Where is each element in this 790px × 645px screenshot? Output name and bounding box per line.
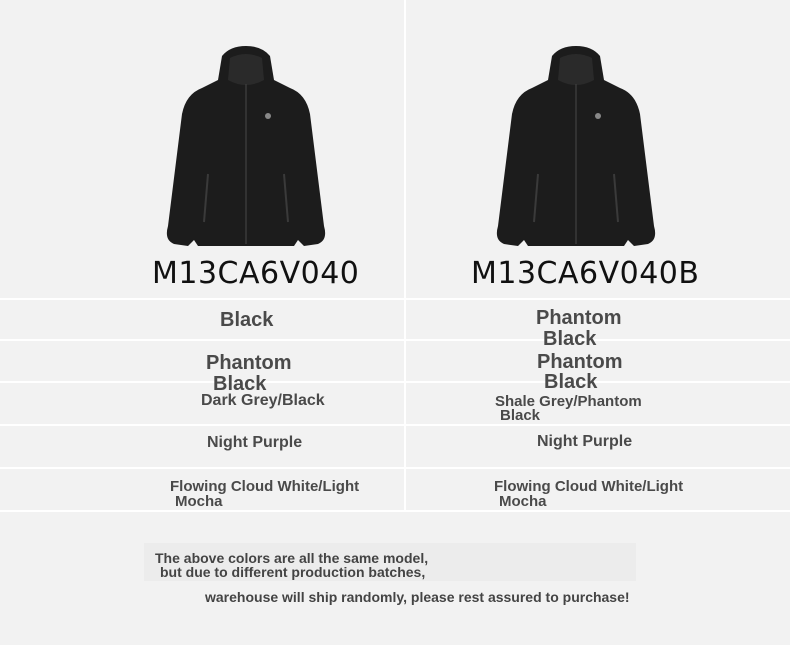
row-divider bbox=[0, 298, 790, 300]
notice-line-3: warehouse will ship randomly, please rest assured to purchase! bbox=[205, 589, 630, 605]
notice-line-1: The above colors are all the same model, bbox=[155, 550, 429, 566]
color-name: Black bbox=[543, 328, 597, 350]
row-divider bbox=[0, 467, 790, 469]
color-name: Night Purple bbox=[207, 434, 303, 451]
notice-line-2: but due to different production batches, bbox=[160, 564, 426, 580]
row-divider bbox=[0, 381, 790, 383]
color-name: Flowing Cloud White/Light bbox=[170, 478, 360, 495]
jacket-image-left bbox=[160, 44, 332, 250]
color-name: Flowing Cloud White/Light bbox=[494, 478, 684, 495]
color-name: Phantom bbox=[537, 351, 623, 373]
row-divider bbox=[0, 339, 790, 341]
color-name: Night Purple bbox=[537, 433, 633, 450]
model-number-left: M13CA6V040 bbox=[152, 256, 360, 291]
row-divider bbox=[0, 424, 790, 426]
color-name: Dark Grey/Black bbox=[201, 392, 325, 409]
color-name: Black bbox=[544, 371, 598, 393]
row-divider bbox=[0, 510, 790, 512]
color-name: Shale Grey/Phantom bbox=[495, 393, 642, 410]
color-name: Phantom bbox=[536, 307, 622, 329]
color-name: Mocha bbox=[175, 493, 223, 510]
color-name: Phantom bbox=[206, 352, 292, 374]
color-name: Black bbox=[500, 407, 541, 424]
column-divider bbox=[404, 0, 406, 512]
color-name: Black bbox=[213, 373, 267, 395]
jacket-image-right bbox=[490, 44, 662, 250]
color-name: Mocha bbox=[499, 493, 547, 510]
model-number-right: M13CA6V040B bbox=[471, 256, 700, 291]
color-name: Black bbox=[220, 309, 274, 331]
